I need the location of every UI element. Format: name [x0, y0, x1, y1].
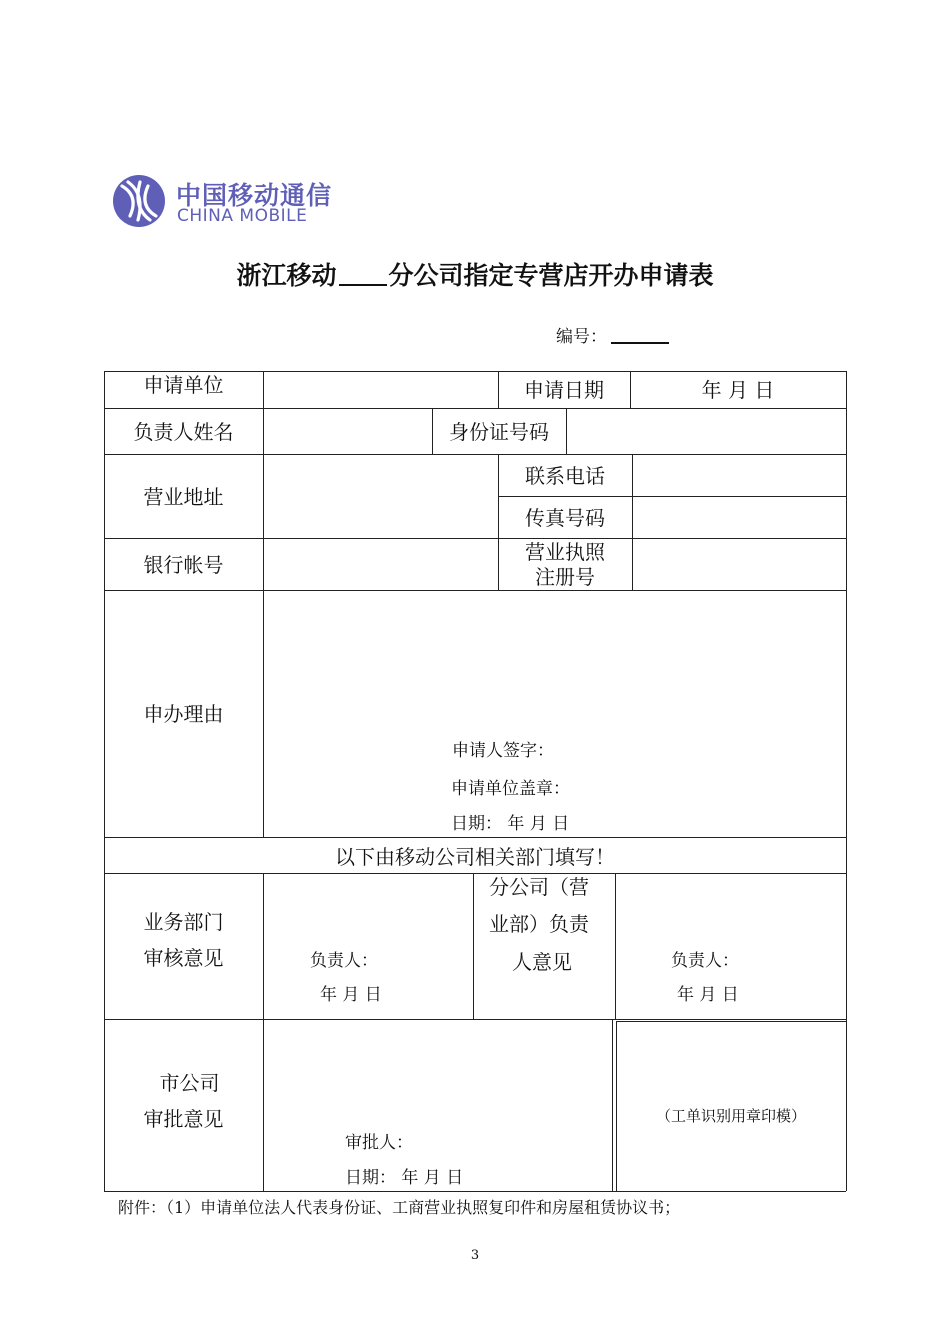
label-biz-dept-2: 审核意见	[143, 946, 224, 970]
label-biz-dept-1: 业务部门	[143, 910, 224, 934]
logo-text-en: CHINA MOBILE	[177, 206, 308, 226]
unit-seal: 申请单位盖章：	[451, 779, 570, 799]
label-address: 营业地址	[143, 485, 224, 509]
label-phone: 联系电话	[525, 464, 605, 488]
branch-owner: 负责人：	[671, 951, 739, 971]
title-blank	[339, 262, 387, 286]
label-city-2: 审批意见	[143, 1107, 224, 1131]
label-fax: 传真号码	[525, 506, 605, 530]
logo-text-cn: 中国移动通信	[176, 181, 333, 210]
label-branch-1: 分公司（营	[489, 875, 589, 899]
label-person-name: 负责人姓名	[133, 420, 234, 444]
title-prefix: 浙江移动	[236, 261, 337, 290]
page-title	[0, 256, 950, 292]
applicant-signature: 申请人签字：	[452, 741, 554, 761]
label-license-2: 注册号	[535, 565, 595, 589]
label-license-1: 营业执照	[525, 540, 605, 564]
label-city-1: 市公司	[159, 1071, 220, 1095]
attachment-note: 附件：（1）申请单位法人代表身份证、工商营业执照复印件和房屋租赁协议书；	[118, 1198, 681, 1217]
label-id-number: 身份证号码	[449, 420, 549, 444]
label-apply-date: 申请日期	[524, 378, 604, 402]
serial-blank	[611, 326, 669, 344]
seal-sample-area: （工单识别用章印模）	[655, 1107, 806, 1125]
apply-date-value: 年 月 日	[701, 378, 775, 402]
title-suffix: 分公司指定专营店开办申请表	[388, 261, 714, 290]
serial-number	[556, 322, 669, 347]
biz-dept-date: 年 月 日	[320, 985, 382, 1005]
biz-dept-owner: 负责人：	[310, 951, 378, 971]
serial-label: 编号：	[556, 327, 607, 347]
fill-note: 以下由移动公司相关部门填写！	[335, 845, 615, 869]
label-branch-2: 业部）负责	[489, 912, 589, 936]
approver: 审批人：	[345, 1133, 413, 1153]
approve-date: 日期： 年 月 日	[345, 1168, 464, 1188]
label-reason: 申办理由	[143, 702, 224, 726]
label-branch-3: 人意见	[512, 950, 572, 974]
reason-date: 日期： 年 月 日	[451, 814, 570, 834]
branch-date: 年 月 日	[677, 985, 739, 1005]
label-bank-account: 银行帐号	[143, 553, 224, 577]
page-number: 3	[470, 1248, 480, 1263]
label-applicant-unit: 申请单位	[143, 373, 224, 397]
